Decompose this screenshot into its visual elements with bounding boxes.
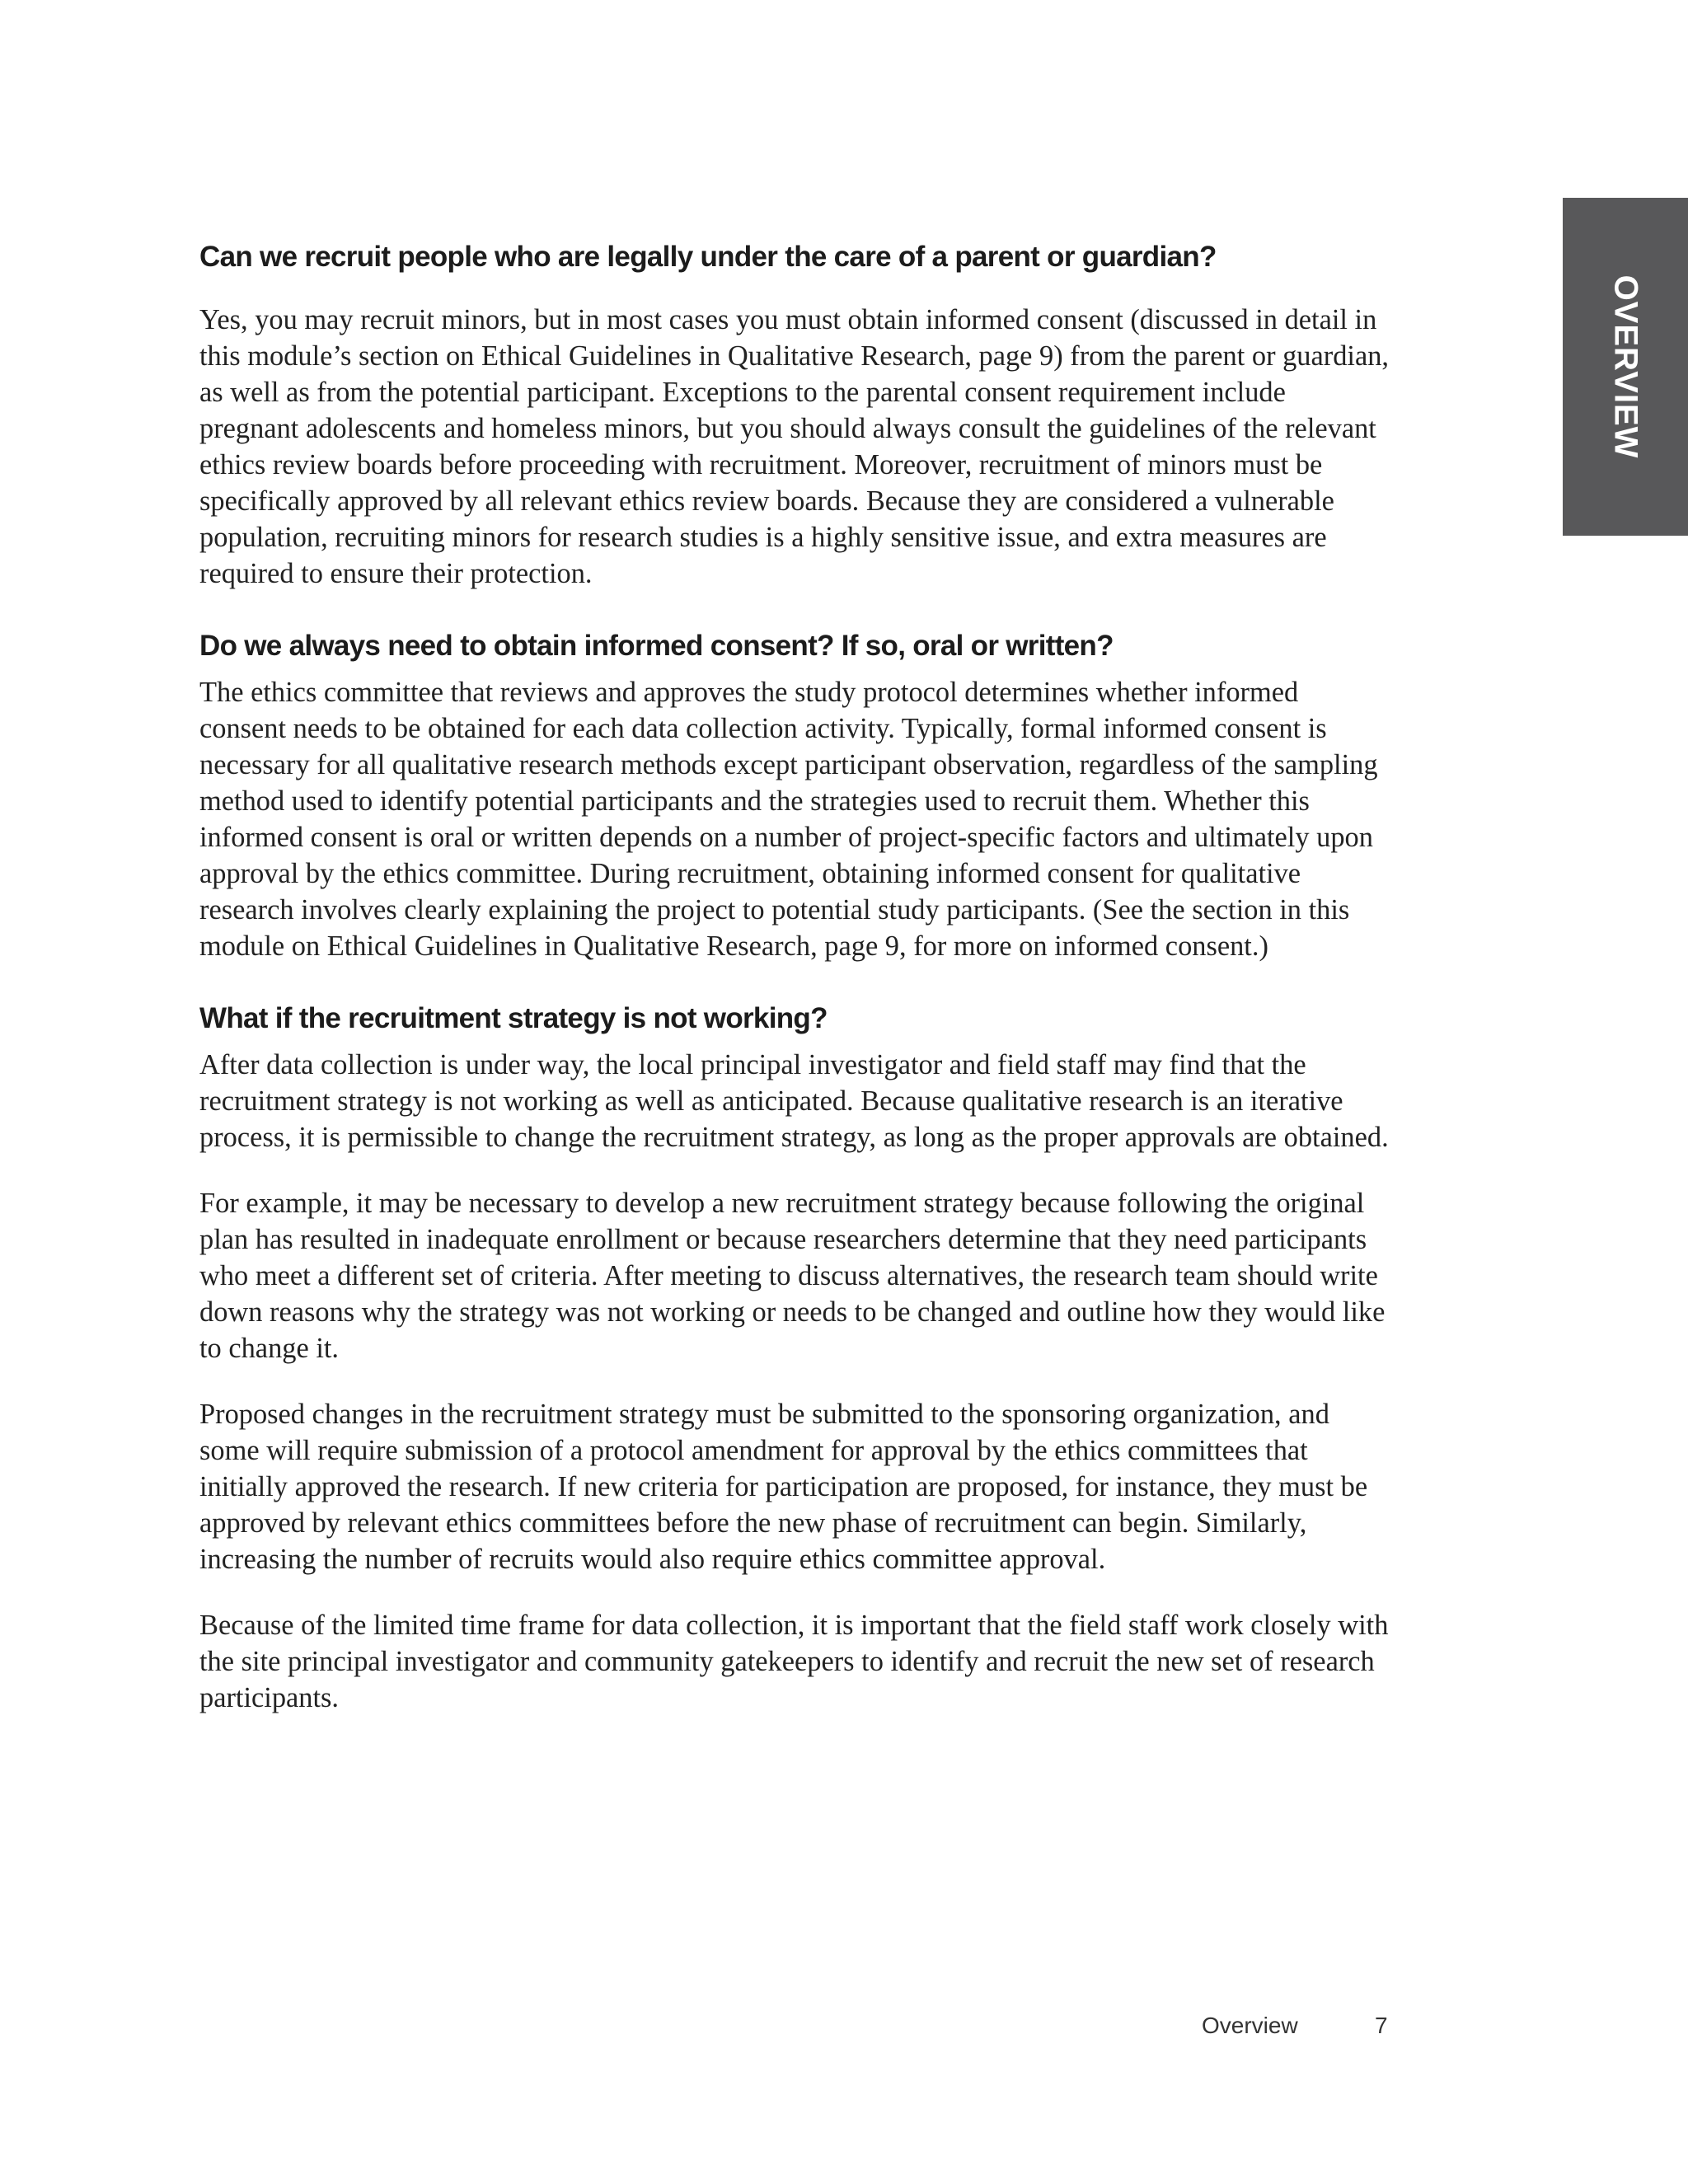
body-paragraph: Yes, you may recruit minors, but in most cases you must obtain informed consent (discussed in detail in this module’s section on Ethical Guidelines in Qualitative Research, page 9) from the parent or guardian, as well as from the potential participant. Exceptions to the parental consent requirement include pregnant adolescents and homeless minors, but you should always consult the guidelines of the relevant ethics review boards before proceeding with recruitment. Moreover, recruitment of minors must be specifically approved by all relevant ethics review boards. Because they are considered a vulnerable population, recruiting minors for research studies is a highly sensitive issue, and extra measures are required to ensure their protection. <box>199 304 1390 589</box>
page-number: 7 <box>1375 2013 1388 2038</box>
section-tab <box>1563 198 1688 536</box>
section-heading: Do we always need to obtain informed consent? If so, oral or written? <box>199 630 1114 662</box>
body-paragraph: The ethics committee that reviews and approves the study protocol determines whether informed consent needs to be obtained for each data collection activity. Typically, formal informed consent is necessary for all qualitative research methods except participant observation, regardless of the sampling method used to identify potential participants and the strategies used to recruit them. Whether this informed consent is oral or written depends on a number of project-specific factors and ultimately upon approval by the ethics committee. During recruitment, obtaining informed consent for qualitative research involves clearly explaining the project to potential study participants. (See the section in this module on Ethical Guidelines in Qualitative Research, page 9, for more on informed consent.) <box>199 677 1378 962</box>
body-paragraph: For example, it may be necessary to develop a new recruitment strategy because following the original plan has resulted in inadequate enrollment or because researchers determine that they need participants who meet a different set of criteria. After meeting to discuss alternatives, the research team should write down reasons why the strategy was not working or needs to be changed and outline how they would like to change it. <box>199 1188 1386 1364</box>
footer-section-name: Overview <box>1202 2013 1298 2038</box>
qa-section-informed-consent <box>199 628 1391 964</box>
section-heading: Can we recruit people who are legally under the care of a parent or guardian? <box>199 241 1217 273</box>
body-paragraph: After data collection is under way, the local principal investigator and field staff may find that the recruitment strategy is not working as well as anticipated. Because qualitative research is an iterative process, it is permissible to change the recruitment strategy, as long as the proper approvals are obtained. <box>199 1049 1389 1153</box>
section-tab-label: OVERVIEW <box>1607 274 1644 459</box>
body-paragraph: Proposed changes in the recruitment strategy must be submitted to the sponsoring organization, and some will require submission of a protocol amendment for approval by the ethics committees that initially approved the research. If new criteria for participation are proposed, for instance, they must be approved by relevant ethics committees before the new phase of recruitment can begin. Similarly, increasing the number of recruits would also require ethics committee approval. <box>199 1399 1368 1575</box>
qa-section-recruitment-strategy <box>199 1001 1391 1716</box>
qa-section-recruit-minors <box>199 239 1391 592</box>
page-content <box>199 239 1391 1716</box>
body-paragraph: Because of the limited time frame for data collection, it is important that the field staff work closely with the site principal investigator and community gatekeepers to identify and recruit the new set of research participants. <box>199 1610 1389 1713</box>
section-heading: What if the recruitment strategy is not working? <box>199 1002 828 1034</box>
